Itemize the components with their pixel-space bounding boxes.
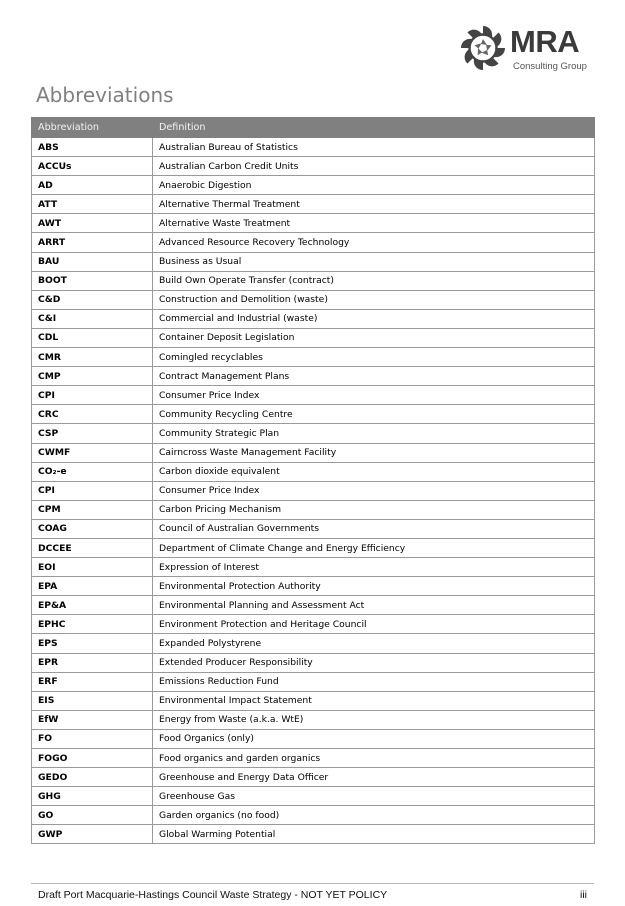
definition-cell: Business as Usual [153,252,595,271]
abbreviation-cell: CSP [32,424,153,443]
definition-cell: Greenhouse Gas [153,787,595,806]
abbreviation-cell: GHG [32,787,153,806]
abbreviation-cell: ACCUs [32,157,153,176]
table-row [32,386,595,405]
table-row [32,233,595,252]
abbreviation-cell: EPS [32,634,153,653]
abbreviation-cell: ARRT [32,233,153,252]
definition-cell: Anaerobic Digestion [153,176,595,195]
logo [458,20,598,76]
abbreviation-cell: COAG [32,519,153,538]
abbreviations-table [31,117,595,844]
table-row [32,825,595,844]
abbreviation-cell: ATT [32,195,153,214]
definition-cell: Energy from Waste (a.k.a. WtE) [153,710,595,729]
abbreviation-cell: AWT [32,214,153,233]
table-row [32,729,595,748]
abbreviation-cell: FOGO [32,749,153,768]
table-row [32,519,595,538]
page-title: Abbreviations [36,83,174,107]
abbreviation-cell: ERF [32,672,153,691]
table-body [32,138,595,844]
table-row [32,806,595,825]
abbreviation-cell: DCCEE [32,538,153,557]
abbreviation-cell: BAU [32,252,153,271]
definition-cell: Community Strategic Plan [153,424,595,443]
abbreviation-cell: AD [32,176,153,195]
definition-cell: Expanded Polystyrene [153,634,595,653]
definition-cell: Commercial and Industrial (waste) [153,309,595,328]
definition-cell: Emissions Reduction Fund [153,672,595,691]
definition-cell: Environment Protection and Heritage Council [153,615,595,634]
abbreviation-cell: GWP [32,825,153,844]
table-row [32,710,595,729]
abbreviation-cell: C&I [32,309,153,328]
definition-cell: Council of Australian Governments [153,519,595,538]
definition-cell: Alternative Thermal Treatment [153,195,595,214]
definition-cell: Greenhouse and Energy Data Officer [153,768,595,787]
table-row [32,481,595,500]
abbreviation-cell: CO₂-e [32,462,153,481]
table-row [32,348,595,367]
abbreviation-cell: EOI [32,558,153,577]
table-row [32,538,595,557]
table-row [32,768,595,787]
definition-cell: Global Warming Potential [153,825,595,844]
definition-cell: Construction and Demolition (waste) [153,290,595,309]
table-row [32,634,595,653]
definition-cell: Community Recycling Centre [153,405,595,424]
table-row [32,405,595,424]
table-row [32,672,595,691]
abbreviation-cell: EPHC [32,615,153,634]
abbreviation-cell: GO [32,806,153,825]
table-row [32,443,595,462]
definition-cell: Advanced Resource Recovery Technology [153,233,595,252]
definition-cell: Alternative Waste Treatment [153,214,595,233]
table-row [32,214,595,233]
footer-divider [31,883,594,884]
table-row [32,195,595,214]
definition-cell: Food organics and garden organics [153,749,595,768]
logo-subtitle: Consulting Group [513,61,587,72]
abbreviation-cell: FO [32,729,153,748]
table-row [32,787,595,806]
definition-cell: Container Deposit Legislation [153,328,595,347]
footer-text: Draft Port Macquarie-Hastings Council Waste Strategy - NOT YET POLICY [38,889,388,901]
table-row [32,500,595,519]
definition-cell: Consumer Price Index [153,386,595,405]
abbreviation-cell: CMR [32,348,153,367]
abbreviation-cell: CDL [32,328,153,347]
table-row [32,749,595,768]
table-row [32,691,595,710]
definition-cell: Carbon Pricing Mechanism [153,500,595,519]
abbreviation-cell: CPI [32,481,153,500]
definition-cell: Contract Management Plans [153,367,595,386]
table-row [32,558,595,577]
abbreviation-cell: EPR [32,653,153,672]
definition-cell: Garden organics (no food) [153,806,595,825]
abbreviation-cell: C&D [32,290,153,309]
abbreviation-cell: EP&A [32,596,153,615]
definition-cell: Consumer Price Index [153,481,595,500]
definition-cell: Australian Carbon Credit Units [153,157,595,176]
definition-cell: Extended Producer Responsibility [153,653,595,672]
definition-cell: Comingled recyclables [153,348,595,367]
abbreviation-cell: EfW [32,710,153,729]
table-row [32,271,595,290]
logo-name: MRA [510,24,580,59]
abbreviation-cell: CRC [32,405,153,424]
table-row [32,424,595,443]
definition-cell: Environmental Planning and Assessment Act [153,596,595,615]
abbreviation-cell: CPI [32,386,153,405]
table-header-row [32,118,595,138]
abbreviation-cell: CMP [32,367,153,386]
abbreviation-cell: GEDO [32,768,153,787]
table-row [32,309,595,328]
mra-logo-mark-icon [458,23,508,73]
table-row [32,328,595,347]
table-row [32,462,595,481]
column-header-definition: Definition [153,118,595,138]
table-row [32,653,595,672]
table-row [32,157,595,176]
abbreviation-cell: EIS [32,691,153,710]
table-row [32,577,595,596]
table-row [32,138,595,157]
table-row [32,596,595,615]
definition-cell: Environmental Protection Authority [153,577,595,596]
abbreviation-cell: CWMF [32,443,153,462]
table-row [32,252,595,271]
table-row [32,367,595,386]
definition-cell: Department of Climate Change and Energy Efficiency [153,538,595,557]
table-row [32,615,595,634]
definition-cell: Expression of Interest [153,558,595,577]
table-row [32,290,595,309]
table-row [32,176,595,195]
definition-cell: Australian Bureau of Statistics [153,138,595,157]
definition-cell: Cairncross Waste Management Facility [153,443,595,462]
abbreviation-cell: EPA [32,577,153,596]
definition-cell: Environmental Impact Statement [153,691,595,710]
definition-cell: Carbon dioxide equivalent [153,462,595,481]
column-header-abbreviation: Abbreviation [32,118,153,138]
definition-cell: Build Own Operate Transfer (contract) [153,271,595,290]
abbreviation-cell: ABS [32,138,153,157]
abbreviation-cell: CPM [32,500,153,519]
abbreviation-cell: BOOT [32,271,153,290]
definition-cell: Food Organics (only) [153,729,595,748]
page-number: iii [580,889,587,901]
